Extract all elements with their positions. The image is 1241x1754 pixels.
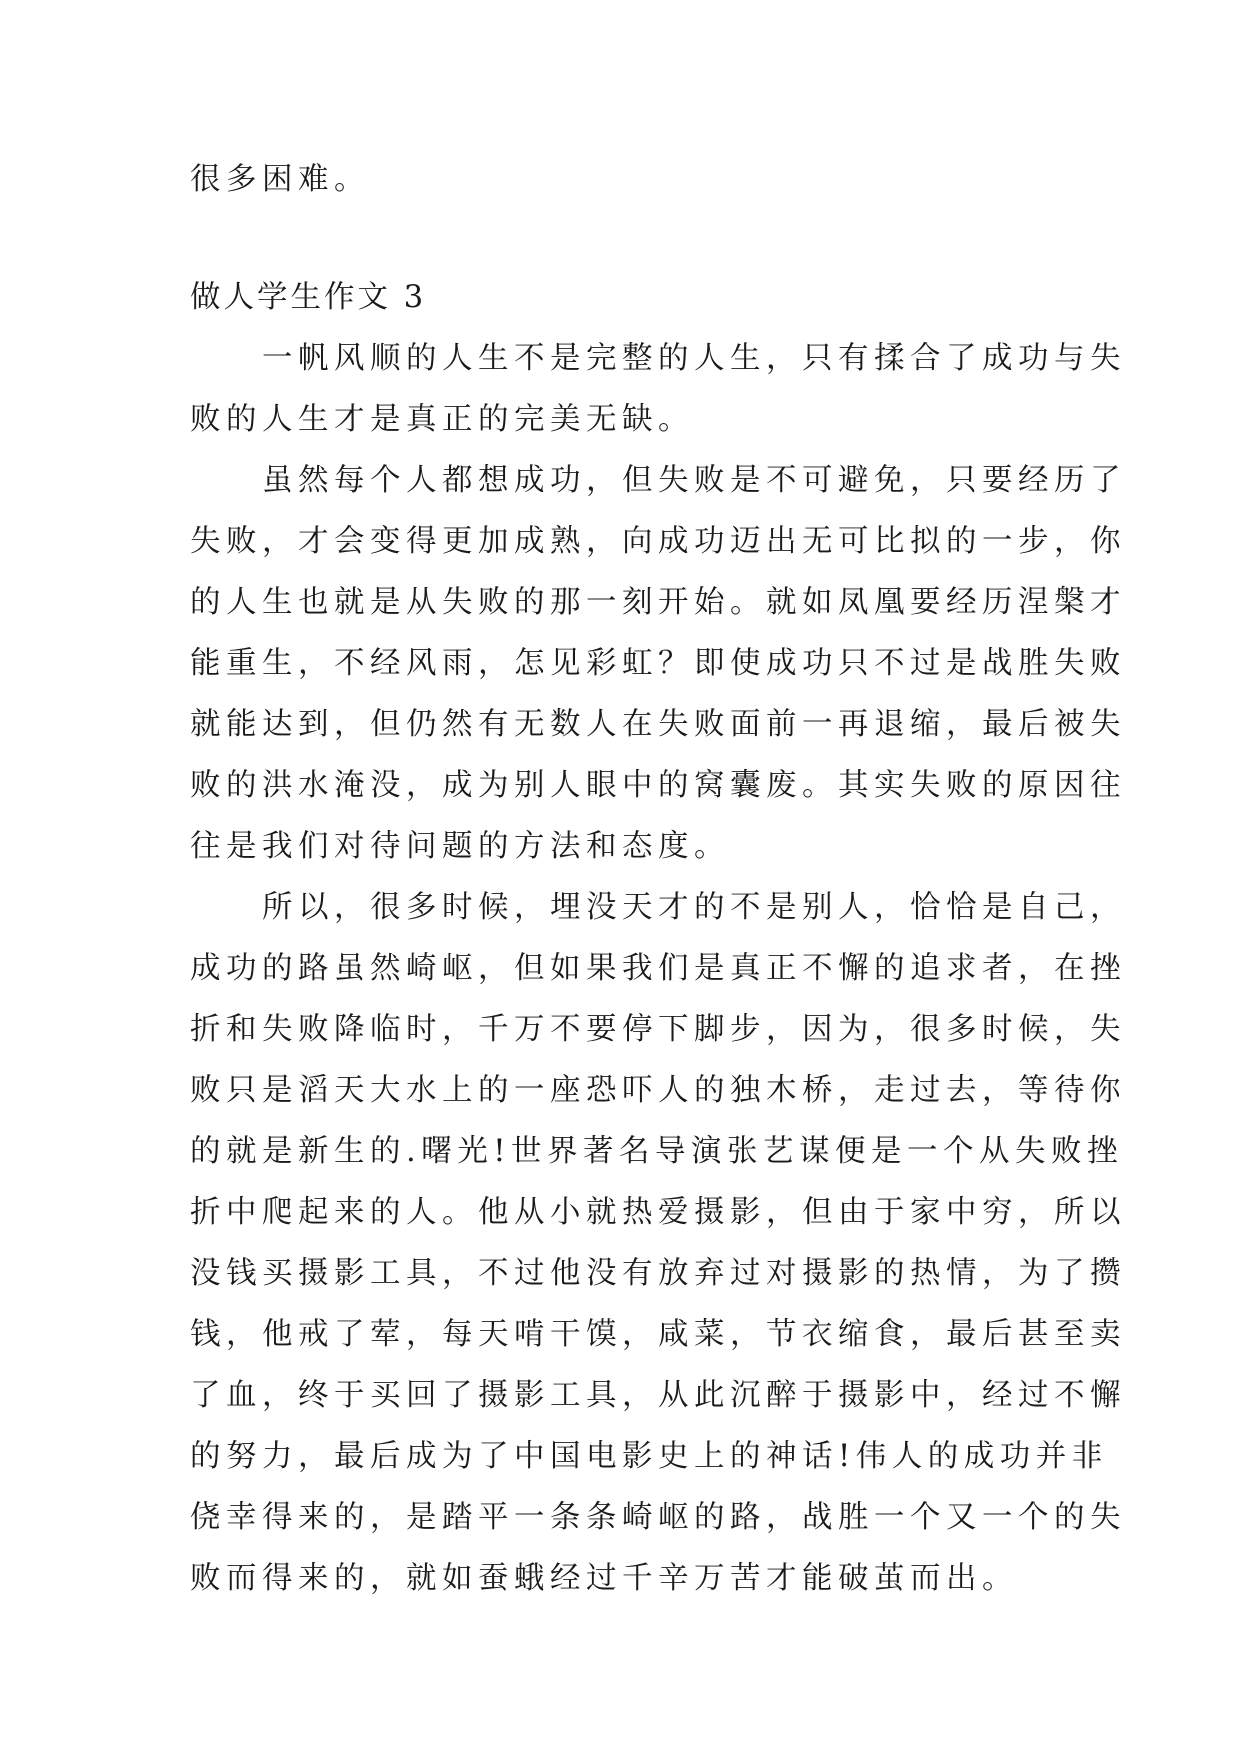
text-line: 败的人生才是真正的完美无缺。 (190, 402, 694, 437)
section-title: 做人学生作文 3 (190, 280, 427, 315)
text-line: 很多困难。 (190, 162, 370, 197)
text-line: 败而得来的，就如蚕蛾经过千辛万苦才能破茧而出。 (190, 1561, 1018, 1596)
text-line: 了血，终于买回了摄影工具，从此沉醉于摄影中，经过不懈 (190, 1378, 1126, 1413)
text-line: 侥幸得来的，是踏平一条条崎岖的路，战胜一个又一个的失 (190, 1500, 1126, 1535)
text-line: 的人生也就是从失败的那一刻开始。就如凤凰要经历涅槃才 (190, 585, 1126, 620)
text-line: 钱，他戒了荤，每天啃干馍，咸菜，节衣缩食，最后甚至卖 (190, 1317, 1126, 1352)
text-line: 败的洪水淹没，成为别人眼中的窝囊废。其实失败的原因往 (190, 768, 1126, 803)
text-line: 就能达到，但仍然有无数人在失败面前一再退缩，最后被失 (190, 707, 1126, 742)
text-line: 折和失败降临时，千万不要停下脚步，因为，很多时候，失 (190, 1012, 1126, 1047)
text-line: 能重生，不经风雨，怎见彩虹？即使成功只不过是战胜失败 (190, 646, 1126, 681)
text-line: 一帆风顺的人生不是完整的人生，只有揉合了成功与失 (190, 341, 1126, 376)
text-line: 失败，才会变得更加成熟，向成功迈出无可比拟的一步，你 (190, 524, 1126, 559)
text-line: 往是我们对待问题的方法和态度。 (190, 829, 730, 864)
text-line: 成功的路虽然崎岖，但如果我们是真正不懈的追求者，在挫 (190, 951, 1126, 986)
text-line: 虽然每个人都想成功，但失败是不可避免，只要经历了 (190, 463, 1126, 498)
text-line: 的就是新生的.曙光!世界著名导演张艺谋便是一个从失败挫 (190, 1134, 1123, 1169)
text-line: 的努力，最后成为了中国电影史上的神话!伟人的成功并非 (190, 1439, 1108, 1474)
text-line: 败只是滔天大水上的一座恐吓人的独木桥，走过去，等待你 (190, 1073, 1126, 1108)
text-line: 所以，很多时候，埋没天才的不是别人，恰恰是自己， (190, 890, 1126, 925)
text-line: 折中爬起来的人。他从小就热爱摄影，但由于家中穷，所以 (190, 1195, 1126, 1230)
text-line: 没钱买摄影工具，不过他没有放弃过对摄影的热情，为了攒 (190, 1256, 1126, 1291)
